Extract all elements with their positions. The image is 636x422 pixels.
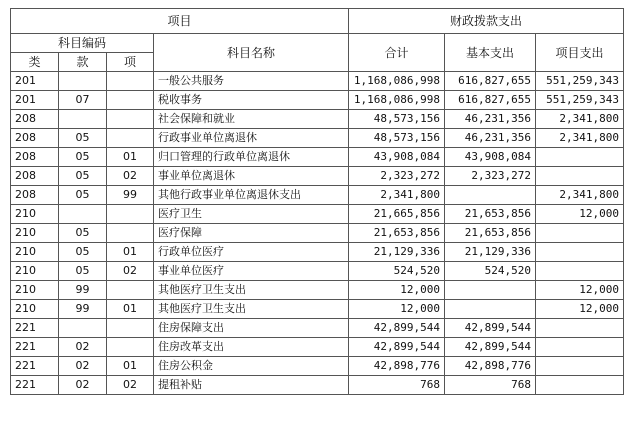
appropriation-header: 财政拨款支出 — [349, 9, 624, 34]
xiang-header: 项 — [107, 53, 154, 72]
total-cell: 1,168,086,998 — [349, 72, 445, 91]
xiang-cell — [107, 72, 154, 91]
total-cell: 768 — [349, 376, 445, 395]
total-cell: 48,573,156 — [349, 110, 445, 129]
kuan-cell — [59, 319, 107, 338]
lei-cell: 208 — [11, 167, 59, 186]
lei-cell: 208 — [11, 129, 59, 148]
table-row — [11, 186, 624, 205]
table-row — [11, 357, 624, 376]
basic-cell — [445, 281, 536, 300]
subject-name-cell: 行政单位医疗 — [154, 243, 349, 262]
subject-name-cell: 住房公积金 — [154, 357, 349, 376]
basic-cell: 524,520 — [445, 262, 536, 281]
xiang-cell — [107, 205, 154, 224]
project-cell: 2,341,800 — [536, 129, 624, 148]
total-cell: 524,520 — [349, 262, 445, 281]
xiang-cell — [107, 129, 154, 148]
xiang-cell: 02 — [107, 376, 154, 395]
table-row — [11, 205, 624, 224]
header-row-2 — [11, 34, 624, 53]
project-cell: 12,000 — [536, 281, 624, 300]
basic-cell: 768 — [445, 376, 536, 395]
table-row — [11, 72, 624, 91]
subject-name-cell: 事业单位离退休 — [154, 167, 349, 186]
table-row — [11, 167, 624, 186]
kuan-cell: 05 — [59, 129, 107, 148]
total-cell: 1,168,086,998 — [349, 91, 445, 110]
lei-cell: 221 — [11, 357, 59, 376]
basic-cell: 46,231,356 — [445, 110, 536, 129]
kuan-cell: 05 — [59, 262, 107, 281]
project-cell — [536, 319, 624, 338]
table-row — [11, 300, 624, 319]
project-cell: 551,259,343 — [536, 91, 624, 110]
project-cell: 12,000 — [536, 205, 624, 224]
total-cell: 48,573,156 — [349, 129, 445, 148]
project-cell — [536, 224, 624, 243]
subject-name-header: 科目名称 — [154, 34, 349, 72]
lei-cell: 208 — [11, 148, 59, 167]
header-row-1 — [11, 9, 624, 34]
project-cell — [536, 357, 624, 376]
total-cell: 42,899,544 — [349, 338, 445, 357]
xiang-cell: 01 — [107, 300, 154, 319]
project-header: 项目 — [11, 9, 349, 34]
xiang-cell — [107, 338, 154, 357]
total-cell: 12,000 — [349, 300, 445, 319]
project-cell — [536, 262, 624, 281]
subject-name-cell: 住房改革支出 — [154, 338, 349, 357]
lei-cell: 210 — [11, 224, 59, 243]
total-cell: 21,653,856 — [349, 224, 445, 243]
total-cell: 2,323,272 — [349, 167, 445, 186]
subject-name-cell: 其他行政事业单位离退休支出 — [154, 186, 349, 205]
total-cell: 21,129,336 — [349, 243, 445, 262]
table-row — [11, 243, 624, 262]
project-cell: 12,000 — [536, 300, 624, 319]
lei-cell: 210 — [11, 205, 59, 224]
table-row — [11, 338, 624, 357]
xiang-cell: 02 — [107, 167, 154, 186]
lei-cell: 221 — [11, 319, 59, 338]
table-row — [11, 319, 624, 338]
basic-cell: 616,827,655 — [445, 91, 536, 110]
subject-name-cell: 税收事务 — [154, 91, 349, 110]
table-row — [11, 129, 624, 148]
basic-cell: 21,653,856 — [445, 224, 536, 243]
subject-name-cell: 其他医疗卫生支出 — [154, 281, 349, 300]
subject-name-cell: 医疗保障 — [154, 224, 349, 243]
kuan-cell: 99 — [59, 281, 107, 300]
lei-header: 类 — [11, 53, 59, 72]
project-cell — [536, 338, 624, 357]
kuan-cell — [59, 205, 107, 224]
subject-name-cell: 事业单位医疗 — [154, 262, 349, 281]
subject-name-cell: 住房保障支出 — [154, 319, 349, 338]
subject-name-cell: 其他医疗卫生支出 — [154, 300, 349, 319]
subject-name-cell: 行政事业单位离退休 — [154, 129, 349, 148]
subject-name-cell: 一般公共服务 — [154, 72, 349, 91]
xiang-cell — [107, 91, 154, 110]
table-row — [11, 148, 624, 167]
kuan-cell — [59, 110, 107, 129]
subject-name-cell: 社会保障和就业 — [154, 110, 349, 129]
basic-cell — [445, 186, 536, 205]
subject-name-cell: 归口管理的行政单位离退休 — [154, 148, 349, 167]
kuan-cell: 99 — [59, 300, 107, 319]
total-cell: 2,341,800 — [349, 186, 445, 205]
kuan-cell: 05 — [59, 186, 107, 205]
kuan-cell: 07 — [59, 91, 107, 110]
basic-cell: 42,899,544 — [445, 319, 536, 338]
kuan-header: 款 — [59, 53, 107, 72]
basic-cell: 2,323,272 — [445, 167, 536, 186]
xiang-cell — [107, 281, 154, 300]
table-row — [11, 224, 624, 243]
lei-cell: 210 — [11, 300, 59, 319]
kuan-cell: 02 — [59, 338, 107, 357]
total-header: 合计 — [349, 34, 445, 72]
table-row — [11, 376, 624, 395]
basic-cell: 42,899,544 — [445, 338, 536, 357]
budget-table-container — [10, 8, 624, 395]
subject-name-cell: 提租补贴 — [154, 376, 349, 395]
lei-cell: 210 — [11, 262, 59, 281]
subject-name-cell: 医疗卫生 — [154, 205, 349, 224]
total-cell: 21,665,856 — [349, 205, 445, 224]
xiang-cell: 01 — [107, 243, 154, 262]
kuan-cell: 02 — [59, 357, 107, 376]
xiang-cell: 02 — [107, 262, 154, 281]
table-row — [11, 91, 624, 110]
basic-cell: 21,129,336 — [445, 243, 536, 262]
lei-cell: 210 — [11, 281, 59, 300]
lei-cell: 201 — [11, 72, 59, 91]
lei-cell: 221 — [11, 376, 59, 395]
table-row — [11, 281, 624, 300]
xiang-cell — [107, 110, 154, 129]
project-cell: 2,341,800 — [536, 186, 624, 205]
basic-cell: 616,827,655 — [445, 72, 536, 91]
kuan-cell: 02 — [59, 376, 107, 395]
kuan-cell — [59, 72, 107, 91]
xiang-cell — [107, 319, 154, 338]
table-row — [11, 110, 624, 129]
total-cell: 43,908,084 — [349, 148, 445, 167]
budget-table — [10, 8, 624, 395]
kuan-cell: 05 — [59, 224, 107, 243]
project-cell: 2,341,800 — [536, 110, 624, 129]
lei-cell: 208 — [11, 186, 59, 205]
xiang-cell: 01 — [107, 148, 154, 167]
basic-header: 基本支出 — [445, 34, 536, 72]
table-row — [11, 262, 624, 281]
basic-cell: 43,908,084 — [445, 148, 536, 167]
xiang-cell — [107, 224, 154, 243]
kuan-cell: 05 — [59, 148, 107, 167]
total-cell: 42,899,544 — [349, 319, 445, 338]
basic-cell — [445, 300, 536, 319]
project-cell — [536, 167, 624, 186]
xiang-cell: 01 — [107, 357, 154, 376]
basic-cell: 21,653,856 — [445, 205, 536, 224]
project-exp-header: 项目支出 — [536, 34, 624, 72]
xiang-cell: 99 — [107, 186, 154, 205]
total-cell: 12,000 — [349, 281, 445, 300]
basic-cell: 46,231,356 — [445, 129, 536, 148]
kuan-cell: 05 — [59, 167, 107, 186]
project-cell — [536, 148, 624, 167]
total-cell: 42,898,776 — [349, 357, 445, 376]
lei-cell: 221 — [11, 338, 59, 357]
project-cell — [536, 376, 624, 395]
basic-cell: 42,898,776 — [445, 357, 536, 376]
kuan-cell: 05 — [59, 243, 107, 262]
lei-cell: 208 — [11, 110, 59, 129]
project-cell: 551,259,343 — [536, 72, 624, 91]
project-cell — [536, 243, 624, 262]
subject-code-header: 科目编码 — [11, 34, 154, 53]
lei-cell: 201 — [11, 91, 59, 110]
lei-cell: 210 — [11, 243, 59, 262]
